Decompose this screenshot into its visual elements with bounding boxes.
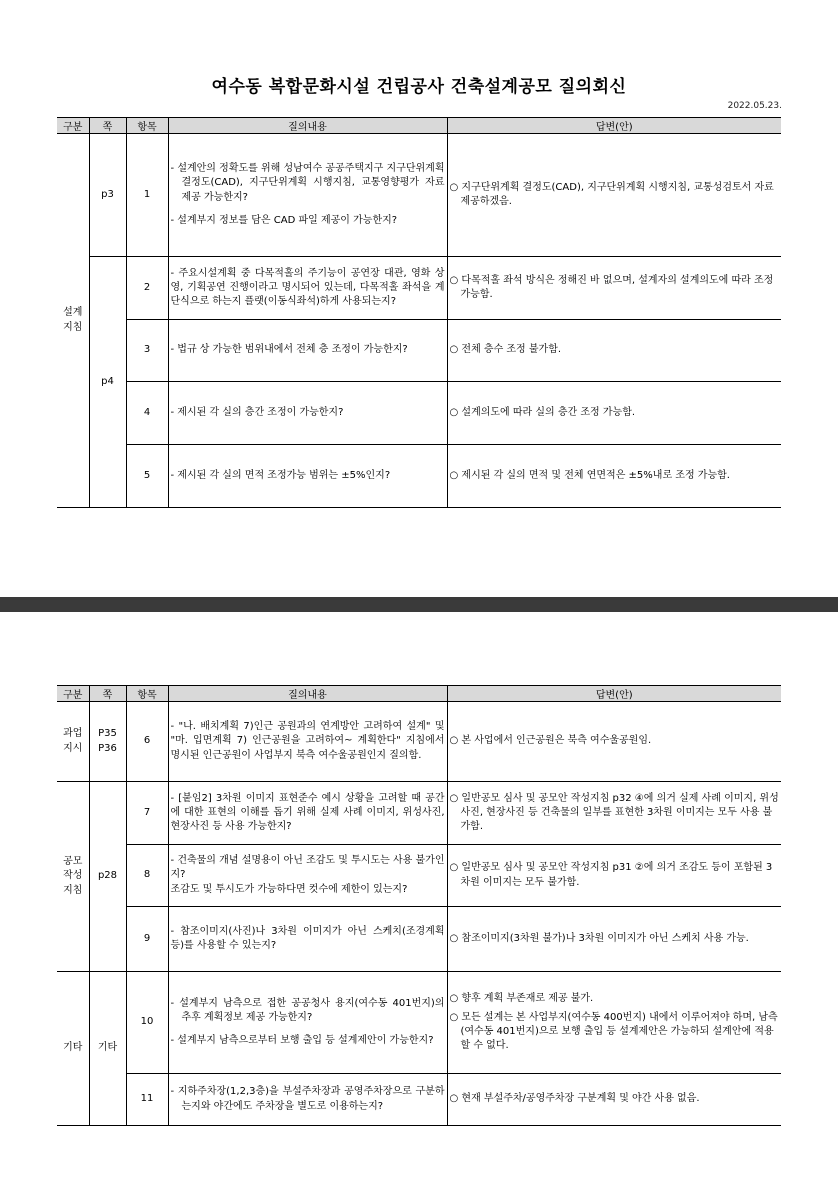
page-separator (0, 597, 838, 612)
answer-cell: ○ 제시된 각 실의 면적 및 전체 연면적은 ±5%내로 조정 가능함. (447, 445, 781, 508)
page-cell: P35 P36 (89, 702, 126, 782)
table-header-row (57, 118, 781, 134)
answer-cell: ○ 설계의도에 따라 실의 층간 조정 가능함. (447, 382, 781, 445)
answer-cell: ○ 일반공모 심사 및 공모안 작성지침 p31 ②에 의거 조감도 등이 포함된 3차원 이미지는 모두 불가함. (447, 845, 781, 907)
item-number: 10 (126, 972, 168, 1074)
header-item: 항목 (126, 118, 168, 134)
document-title: 여수동 복합문화시설 건립공사 건축설계공모 질의회신 (211, 77, 627, 97)
header-category: 구분 (57, 686, 89, 702)
table-row (57, 134, 781, 257)
item-number: 2 (126, 257, 168, 320)
question-cell: - 설계부지 남측으로 접한 공공청사 용지(여수동 401번지)의 추후 계획정보 제공 가능한지? - 설계부지 남측으로부터 보행 출입 등 설계제안이 가능한지? (168, 972, 447, 1074)
qa-table-1 (57, 117, 781, 508)
table-row (57, 1074, 781, 1126)
table-row (57, 972, 781, 1074)
item-number: 9 (126, 907, 168, 972)
page-cell: p3 (89, 134, 126, 257)
item-number: 1 (126, 134, 168, 257)
document-page-1 (0, 0, 838, 597)
table-row (57, 782, 781, 845)
question-cell: - 지하주차장(1,2,3층)을 부설주차장과 공영주차장으로 구분하는지와 야간에도 주차장을 별도로 이용하는지? (168, 1074, 447, 1126)
category-cell: 공모 작성 지침 (57, 782, 89, 972)
question-cell: - "나. 배치계획 7)인근 공원과의 연계방안 고려하여 설계" 및 "마. 입면계획 7) 인근공원을 고려하여~ 계획한다" 지침에서 명시된 인근공원이 사업부지 북측 여수울공원인지 질의함. (168, 702, 447, 782)
question-cell: - 제시된 각 실의 층간 조정이 가능한지? (168, 382, 447, 445)
answer-cell: ○ 본 사업에서 인근공원은 북측 여수울공원임. (447, 702, 781, 782)
page-cell: p4 (89, 257, 126, 508)
question-cell: - 건축물의 개념 설명용이 아닌 조감도 및 투시도는 사용 불가인지? 조감도 및 투시도가 가능하다면 컷수에 제한이 있는지? (168, 845, 447, 907)
answer-cell: ○ 현재 부설주차/공영주차장 구분계획 및 야간 사용 없음. (447, 1074, 781, 1126)
question-cell: - 참조이미지(사진)나 3차원 이미지가 아닌 스케치(조경계획 등)를 사용할 수 있는지? (168, 907, 447, 972)
document-date: 2022.05.23. (727, 101, 782, 111)
item-number: 8 (126, 845, 168, 907)
answer-cell: ○ 전체 층수 조정 불가함. (447, 320, 781, 382)
item-number: 11 (126, 1074, 168, 1126)
document-page-2 (0, 612, 838, 1200)
header-item: 항목 (126, 686, 168, 702)
category-cell: 기타 (57, 972, 89, 1126)
header-page: 쪽 (89, 686, 126, 702)
table-row (57, 702, 781, 782)
answer-cell: ○ 향후 계획 부존재로 제공 불가. ○ 모든 설계는 본 사업부지(여수동 400번지) 내에서 이루어져야 하며, 남측(여수동 401번지)으로 보행 출입 등 설계제안은 가능하되 설계안에 적용할 수 없다. (447, 972, 781, 1074)
item-number: 4 (126, 382, 168, 445)
header-answer: 답변(안) (447, 118, 781, 134)
answer-cell: ○ 참조이미지(3차원 불가)나 3차원 이미지가 아닌 스케치 사용 가능. (447, 907, 781, 972)
table-row (57, 845, 781, 907)
question-cell: - [붙임2] 3차원 이미지 표현준수 예시 상황을 고려할 때 공간에 대한 표현의 이해를 돕기 위해 실제 사례 이미지, 위성사진, 현장사진 등 사용 가능한지? (168, 782, 447, 845)
page-cell: 기타 (89, 972, 126, 1126)
table-row (57, 382, 781, 445)
qa-table-2 (57, 685, 781, 1126)
answer-cell: ○ 일반공모 심사 및 공모안 작성지침 p32 ④에 의거 실제 사례 이미지, 위성사진, 현장사진 등 건축물의 일부를 표현한 3차원 이미지는 모두 사용 불가함. (447, 782, 781, 845)
table-row (57, 907, 781, 972)
item-number: 5 (126, 445, 168, 508)
header-question: 질의내용 (168, 118, 447, 134)
page-cell: p28 (89, 782, 126, 972)
answer-cell: ○ 지구단위계획 결정도(CAD), 지구단위계획 시행지침, 교통성검토서 자료 제공하겠음. (447, 134, 781, 257)
item-number: 6 (126, 702, 168, 782)
table-header-row (57, 686, 781, 702)
table-row (57, 257, 781, 320)
header-category: 구분 (57, 118, 89, 134)
table-row (57, 320, 781, 382)
item-number: 3 (126, 320, 168, 382)
header-page: 쪽 (89, 118, 126, 134)
header-question: 질의내용 (168, 686, 447, 702)
question-cell: - 주요시설계획 중 다목적홀의 주기능이 공연장 대관, 영화 상영, 기획공연 진행이라고 명시되어 있는데, 다목적홀 좌석을 계단식으로 하는지 플랫(이동식좌석)하게 사용되는지? (168, 257, 447, 320)
category-cell: 과업 지시 (57, 702, 89, 782)
question-cell: - 제시된 각 실의 면적 조정가능 범위는 ±5%인지? (168, 445, 447, 508)
item-number: 7 (126, 782, 168, 845)
header-answer: 답변(안) (447, 686, 781, 702)
question-cell: - 법규 상 가능한 범위내에서 전체 층 조정이 가능한지? (168, 320, 447, 382)
answer-cell: ○ 다목적홀 좌석 방식은 정해진 바 없으며, 설계자의 설계의도에 따라 조정 가능함. (447, 257, 781, 320)
question-cell: - 설계안의 정확도를 위해 성남여수 공공주택지구 지구단위계획 결정도(CAD), 지구단위계획 시행지침, 교통영향평가 자료 제공 가능한지? - 설계부지 정보를 담은 CAD 파일 제공이 가능한지? (168, 134, 447, 257)
table-row (57, 445, 781, 508)
category-cell: 설계 지침 (57, 134, 89, 508)
